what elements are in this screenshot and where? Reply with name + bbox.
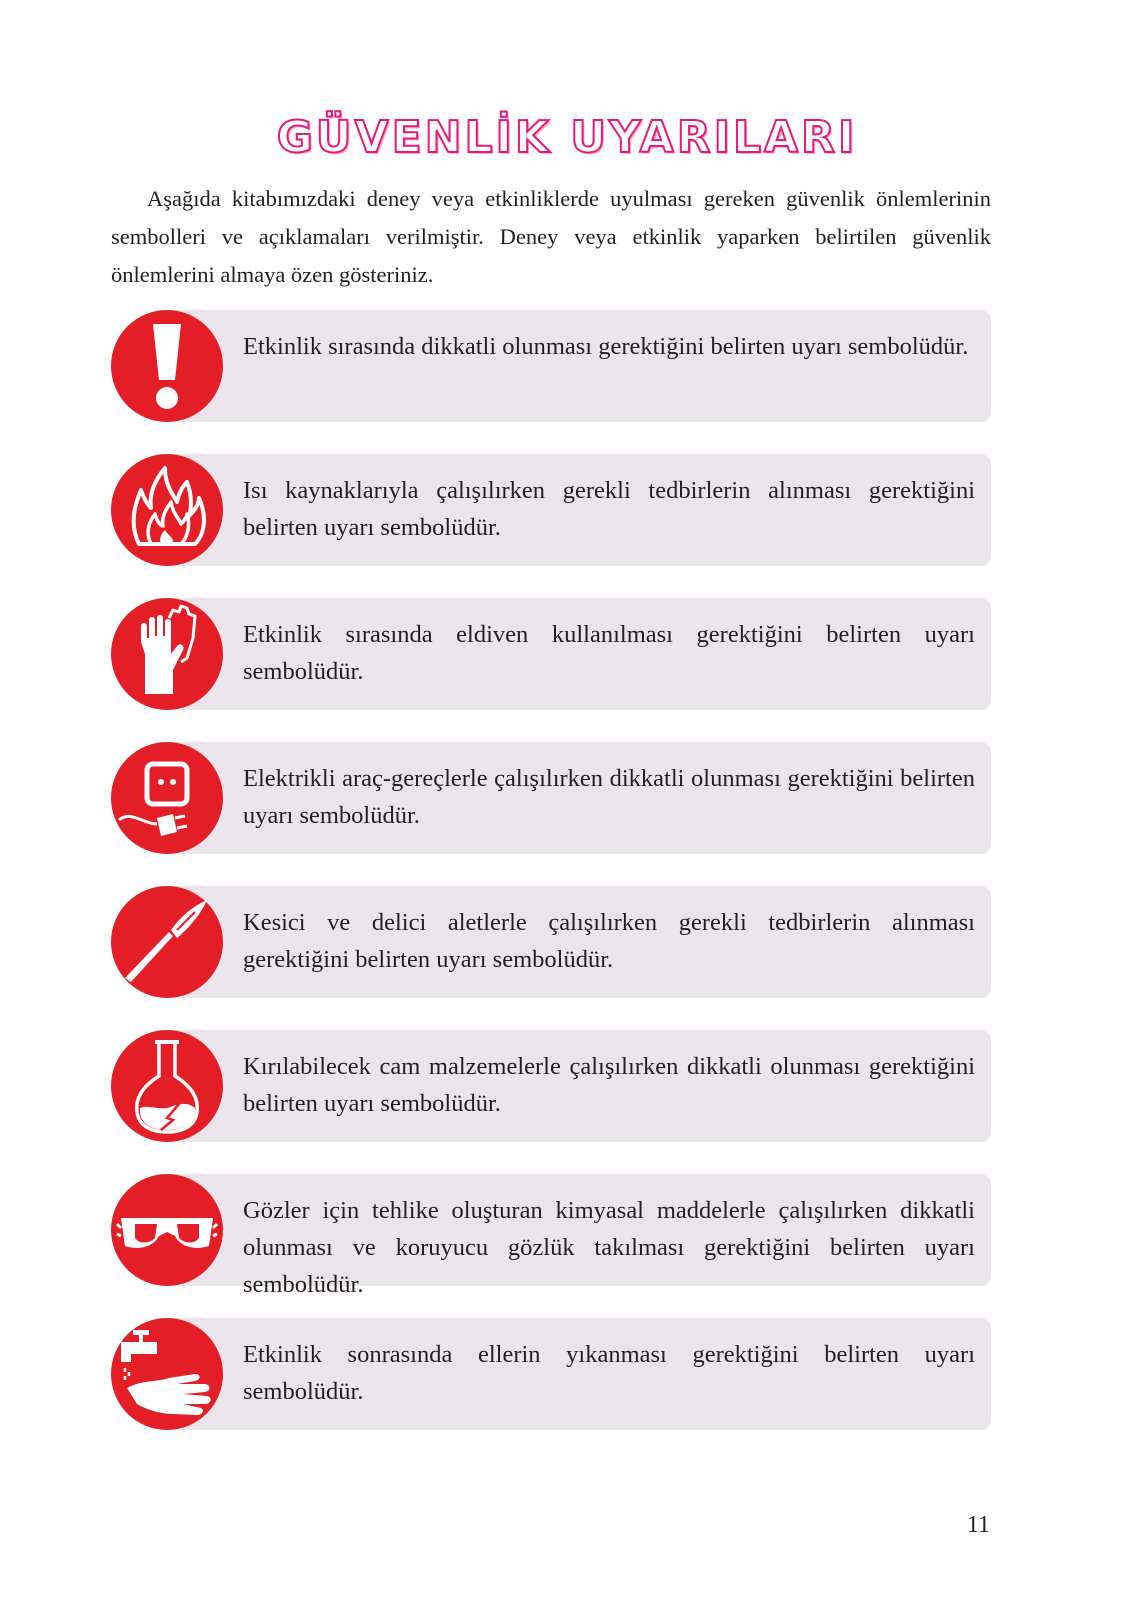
page-title: GÜVENLİK UYARILARI — [276, 112, 858, 163]
broken-flask-icon — [111, 1030, 223, 1142]
warning-item-glassware — [111, 1030, 991, 1142]
hand-washing-icon — [111, 1318, 223, 1430]
warning-text: Isı kaynaklarıyla çalışılırken gerekli tedbirlerin alınması gerektiğini belirten uyarı sembolüdür. — [243, 477, 975, 541]
warning-box — [161, 310, 991, 422]
warning-text: Etkinlik sırasında dikkatli olunması gerektiğini belirten uyarı sembolüdür. — [243, 333, 969, 360]
warning-item-gloves — [111, 598, 991, 710]
intro-paragraph: Aşağıda kitabımızdaki deney veya etkinliklerde uyulması gereken güvenlik önlemlerinin sembolleri ve açıklamaları verilmiştir. Deney veya etkinlik yaparken belirtilen güvenlik önlemlerini almaya özen gösteriniz. — [111, 186, 991, 287]
warning-text: Etkinlik sırasında eldiven kullanılması gerektiğini belirten uyarı sembolüdür. — [243, 621, 975, 685]
warning-item-caution — [111, 310, 991, 422]
glove-icon — [111, 598, 223, 710]
warning-item-goggles — [111, 1174, 991, 1298]
warning-item-heat — [111, 454, 991, 566]
warning-text: Kırılabilecek cam malzemelerle çalışılırken dikkatli olunması gerektiğini belirten uyarı sembolüdür. — [243, 1053, 975, 1117]
warning-text: Kesici ve delici aletlerle çalışılırken gerekli tedbirlerin alınması gerektiğini belirten uyarı sembolüdür. — [243, 909, 975, 973]
warning-text: Elektrikli araç-gereçlerle çalışılırken dikkatli olunması gerektiğini belirten uyarı sembolüdür. — [243, 765, 975, 829]
page-number: 11 — [966, 1512, 990, 1538]
warning-item-sharp-tools — [111, 886, 991, 998]
warning-item-electric — [111, 742, 991, 854]
flame-icon — [111, 454, 223, 566]
exclamation-icon — [111, 310, 223, 422]
warning-item-hand-washing — [111, 1318, 991, 1430]
warning-text: Etkinlik sonrasında ellerin yıkanması gerektiğini belirten uyarı sembolüdür. — [243, 1341, 975, 1405]
electric-plug-icon — [111, 742, 223, 854]
warning-text: Gözler için tehlike oluşturan kimyasal maddelerle çalışılırken dikkatli olunması ve koruyucu gözlük takılması gerektiğini belirten uyarı sembolüdür. — [243, 1197, 975, 1298]
knife-icon — [111, 886, 223, 998]
safety-goggles-icon — [111, 1174, 223, 1286]
